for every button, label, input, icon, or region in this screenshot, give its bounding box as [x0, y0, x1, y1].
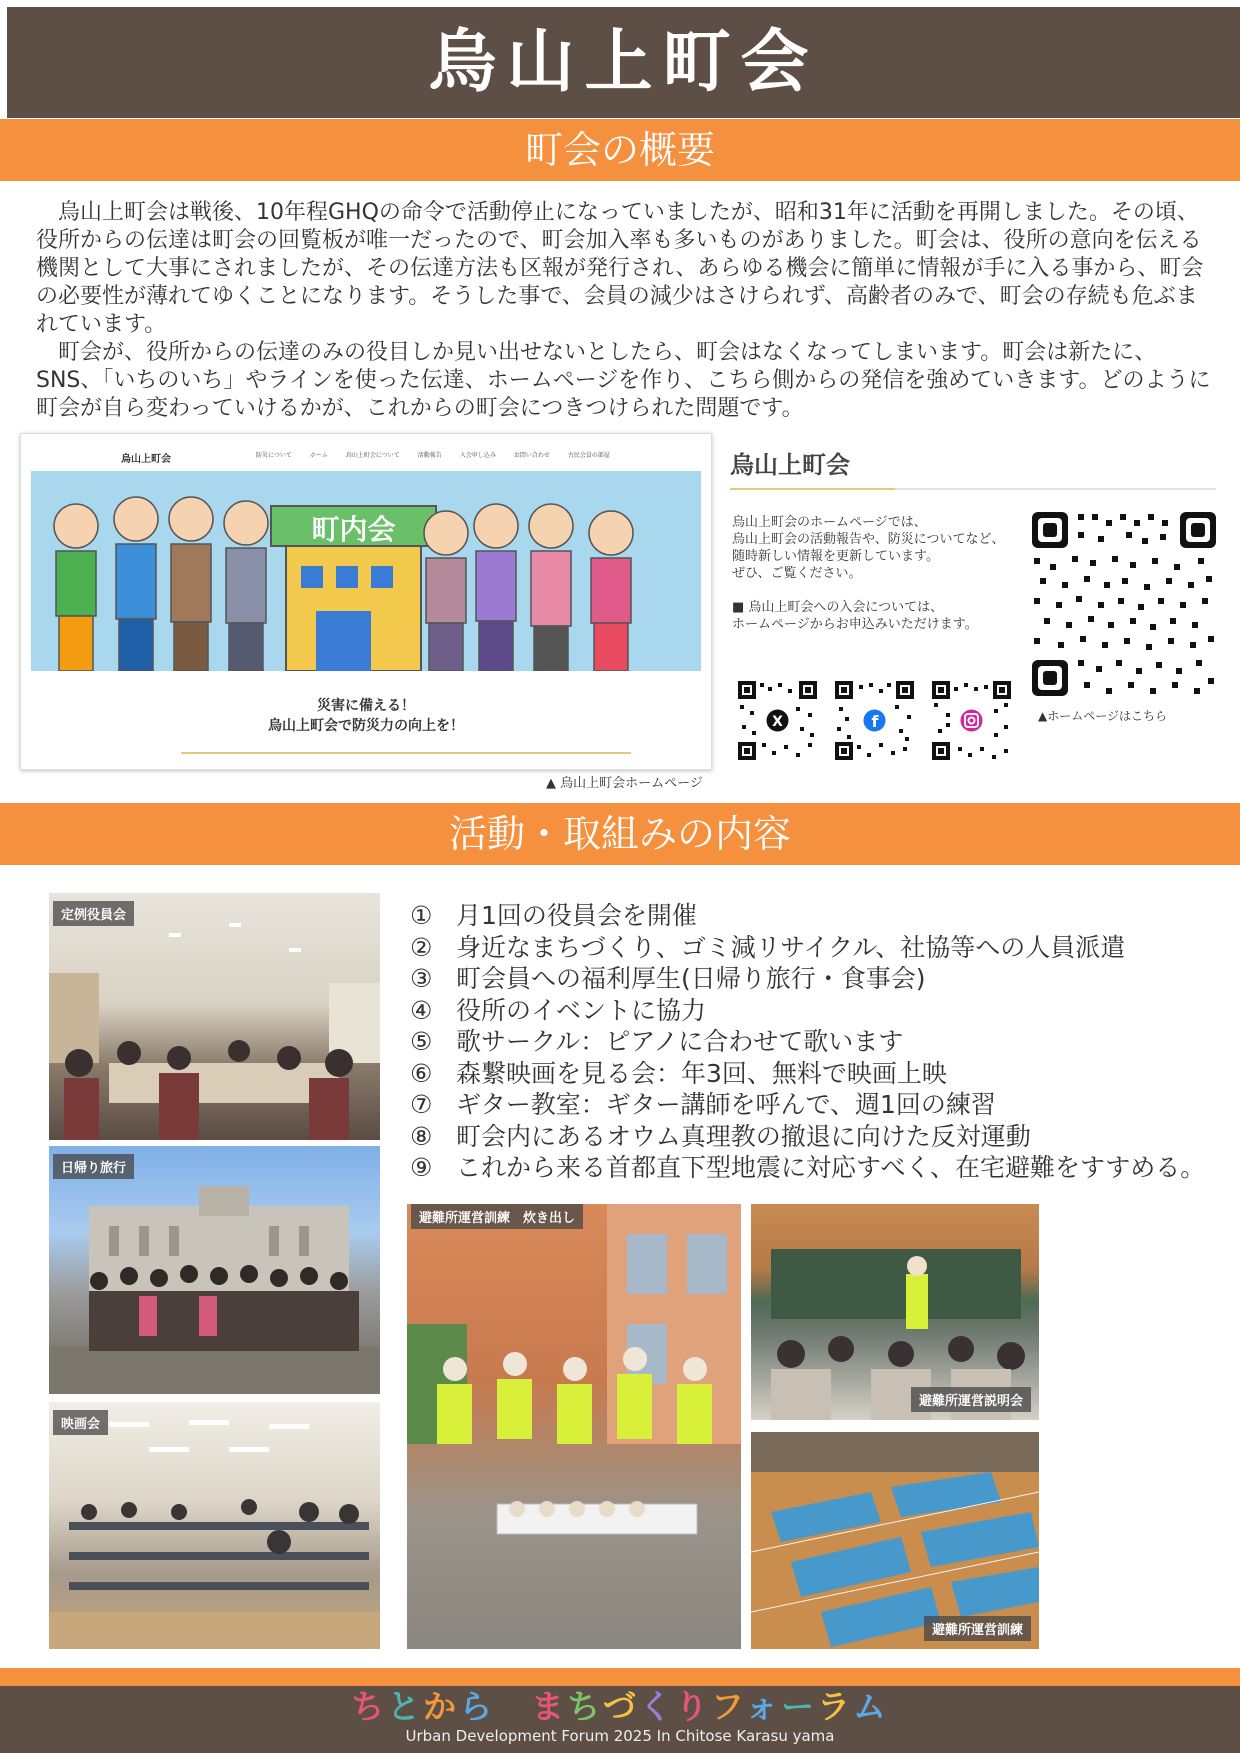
trip-photo-icon	[49, 1146, 380, 1394]
item-number: ⑨	[410, 1153, 433, 1182]
forum-title-char: ち	[351, 1687, 388, 1726]
svg-text:f: f	[871, 712, 879, 731]
slogan-line: 災害に備える！	[317, 698, 415, 714]
photo-label: 日帰り旅行	[53, 1154, 134, 1179]
photo-board-meeting	[49, 893, 380, 1140]
site-nav	[256, 450, 610, 459]
item-text: 役所のイベントに協力	[456, 995, 707, 1025]
item-text: ギター教室：ギター講師を呼んで、週1回の練習	[456, 1090, 996, 1119]
facebook-qr-code[interactable]	[835, 681, 914, 760]
item-number: ⑤	[410, 1027, 433, 1056]
site-nav-item[interactable]: ホーム	[309, 452, 328, 459]
instagram-qr-code[interactable]	[932, 681, 1011, 760]
site-nav-item[interactable]: 古民会員の部屋	[567, 452, 610, 459]
site-banner-illustration	[31, 471, 701, 671]
list-item	[410, 1152, 1230, 1184]
forum-title-char: と	[387, 1687, 424, 1726]
section-title-overview: 町会の概要	[524, 128, 715, 172]
item-number: ②	[410, 932, 433, 962]
forum-title-char: フ	[710, 1687, 746, 1726]
intro-paragraph: 町会が、役所からの伝達のみの役目しか見い出せないとしたら、町会はなくなってしまいます。町会は新たに、SNS、「いちのいち」やラインを使った伝達、ホームページを作り、こちら側からの発信を強めていきます。どのように町会が自ら変わっていけるかが、これからの町会につきつけられた問題です。	[36, 340, 1211, 421]
photo-label: 避難所運営訓練	[924, 1616, 1031, 1641]
forum-subtitle: Urban Development Forum 2025 In Chitose Karasu yama	[405, 1727, 835, 1745]
x-qr-code[interactable]	[738, 681, 817, 760]
info-line: 随時新しい情報を更新しています。	[732, 549, 939, 564]
item-number: ⑦	[410, 1090, 433, 1119]
info-text	[732, 514, 1032, 633]
item-number: ①	[410, 901, 433, 930]
forum-title	[0, 1687, 1240, 1727]
list-item	[410, 1058, 1230, 1090]
site-logo: 烏山上町会	[121, 454, 171, 465]
forum-title-char	[495, 1687, 531, 1726]
item-text: 町会員への福利厚生(日帰り旅行・食事会)	[456, 964, 926, 993]
qr-code-icon	[1032, 512, 1216, 696]
forum-title-char: づ	[602, 1687, 639, 1726]
info-line: 烏山上町会のホームページでは、	[732, 515, 927, 530]
intro-paragraph: 烏山上町会は戦後、10年程GHQの命令で活動停止になっていましたが、昭和31年に活動を再開しました。その頃、役所からの伝達は町会の回覧板が唯一だったので、町会加入率も多いものがありました。町会は、役所の意向を伝える機関として大事にされましたが、その伝達方法も区報が発行され、あらゆる機会に簡単に情報が手に入る事から、町会の必要性が薄れてゆくことになります。そうした事で、会員の減少はさけられず、高齢者のみで、町会の存続も危ぶまれています。	[36, 200, 1204, 337]
forum-title-char: ー	[781, 1687, 818, 1726]
list-item	[410, 995, 1230, 1027]
qr-code-icon	[835, 681, 914, 760]
site-divider	[181, 752, 631, 754]
forum-title-char: ム	[852, 1687, 889, 1726]
info-line: ぜひ、ご覧ください。	[732, 566, 862, 581]
photo-evacuation-briefing	[751, 1204, 1039, 1420]
item-number: ③	[410, 964, 433, 993]
homepage-qr-code[interactable]	[1032, 512, 1216, 696]
info-line: ホームページからお申込みいただけます。	[732, 617, 978, 632]
qr-code-icon	[738, 681, 817, 760]
photo-label: 避難所運営説明会	[911, 1387, 1031, 1412]
section-title-activities: 活動・取組みの内容	[448, 812, 791, 856]
item-number: ④	[410, 995, 433, 1025]
info-line	[732, 582, 1032, 599]
photo-evacuation-cooking	[407, 1204, 741, 1649]
instagram-logo-icon	[961, 710, 983, 732]
forum-title-char: ラ	[817, 1687, 853, 1726]
item-text: 町会内にあるオウム真理教の撤退に向けた反対運動	[456, 1121, 1031, 1151]
info-line: ■ 烏山上町会への入会については、	[732, 600, 944, 615]
forum-title-char: か	[423, 1687, 460, 1726]
item-text: 月1回の役員会を開催	[456, 901, 697, 930]
site-nav-item[interactable]: 入会申し込み	[459, 452, 496, 459]
item-text: これから来る首都直下型地震に対応すべく、在宅避難をすすめる。	[456, 1153, 1206, 1182]
forum-title-char: り	[674, 1687, 711, 1726]
section-band-overview	[0, 119, 1240, 181]
meeting-photo-icon	[49, 893, 380, 1140]
footer-accent-bar	[0, 1668, 1240, 1686]
photo-label: 映画会	[53, 1410, 108, 1435]
intro-text	[36, 199, 1216, 423]
site-nav-item[interactable]: 活動報告	[417, 452, 442, 459]
item-number: ⑥	[410, 1058, 433, 1088]
item-text: 身近なまちづくり、ゴミ減リサイクル、社協等への人員派遣	[456, 932, 1126, 962]
site-nav-item[interactable]: お問い合わせ	[513, 452, 550, 459]
item-text: 森繋映画を見る会：年3回、無料で映画上映	[456, 1058, 947, 1088]
cooking-photo-icon	[407, 1204, 741, 1649]
activity-list	[410, 900, 1230, 1184]
list-item	[410, 900, 1230, 932]
forum-title-char: ま	[531, 1687, 568, 1726]
photo-day-trip	[49, 1146, 380, 1394]
movie-photo-icon	[49, 1402, 380, 1649]
photo-evacuation-training	[751, 1432, 1039, 1649]
list-item	[410, 963, 1230, 995]
page-header	[7, 7, 1240, 118]
item-number: ⑧	[410, 1121, 433, 1151]
photo-label: 避難所運営訓練 炊き出し	[411, 1204, 583, 1229]
org-name: 烏山上町会	[730, 451, 850, 479]
homepage-caption: ▲ 烏山上町会ホームページ	[546, 776, 703, 791]
photo-movie-night	[49, 1402, 380, 1649]
list-item	[410, 1089, 1230, 1121]
list-item	[410, 1026, 1230, 1058]
qr-code-icon	[932, 681, 1011, 760]
org-rule-accent	[730, 488, 895, 490]
svg-text:X: X	[772, 714, 783, 730]
qr-caption: ▲ホームページはこちら	[1038, 709, 1167, 723]
site-nav-item[interactable]: 烏山上町会について	[345, 452, 400, 459]
forum-title-char: ち	[567, 1687, 603, 1726]
forum-title-char: ら	[459, 1687, 496, 1726]
townspeople-illustration	[31, 471, 701, 671]
site-nav-item[interactable]: 防災について	[256, 452, 292, 459]
homepage-screenshot	[20, 433, 712, 770]
list-item	[410, 932, 1230, 964]
banner-sign: 町内会	[311, 513, 396, 546]
forum-title-char: ォ	[745, 1687, 782, 1726]
photo-label: 定例役員会	[53, 901, 134, 926]
forum-title-char: く	[638, 1687, 675, 1726]
site-slogan	[21, 696, 711, 736]
item-text: 歌サークル：ピアノに合わせて歌います	[456, 1027, 904, 1056]
page-title: 烏山上町会	[428, 23, 819, 102]
info-line: 烏山上町会の活動報告や、防災についてなど、	[732, 532, 1005, 547]
slogan-line: 烏山上町会で防災力の向上を！	[268, 718, 464, 734]
section-band-activities	[0, 803, 1240, 865]
list-item	[410, 1121, 1230, 1153]
